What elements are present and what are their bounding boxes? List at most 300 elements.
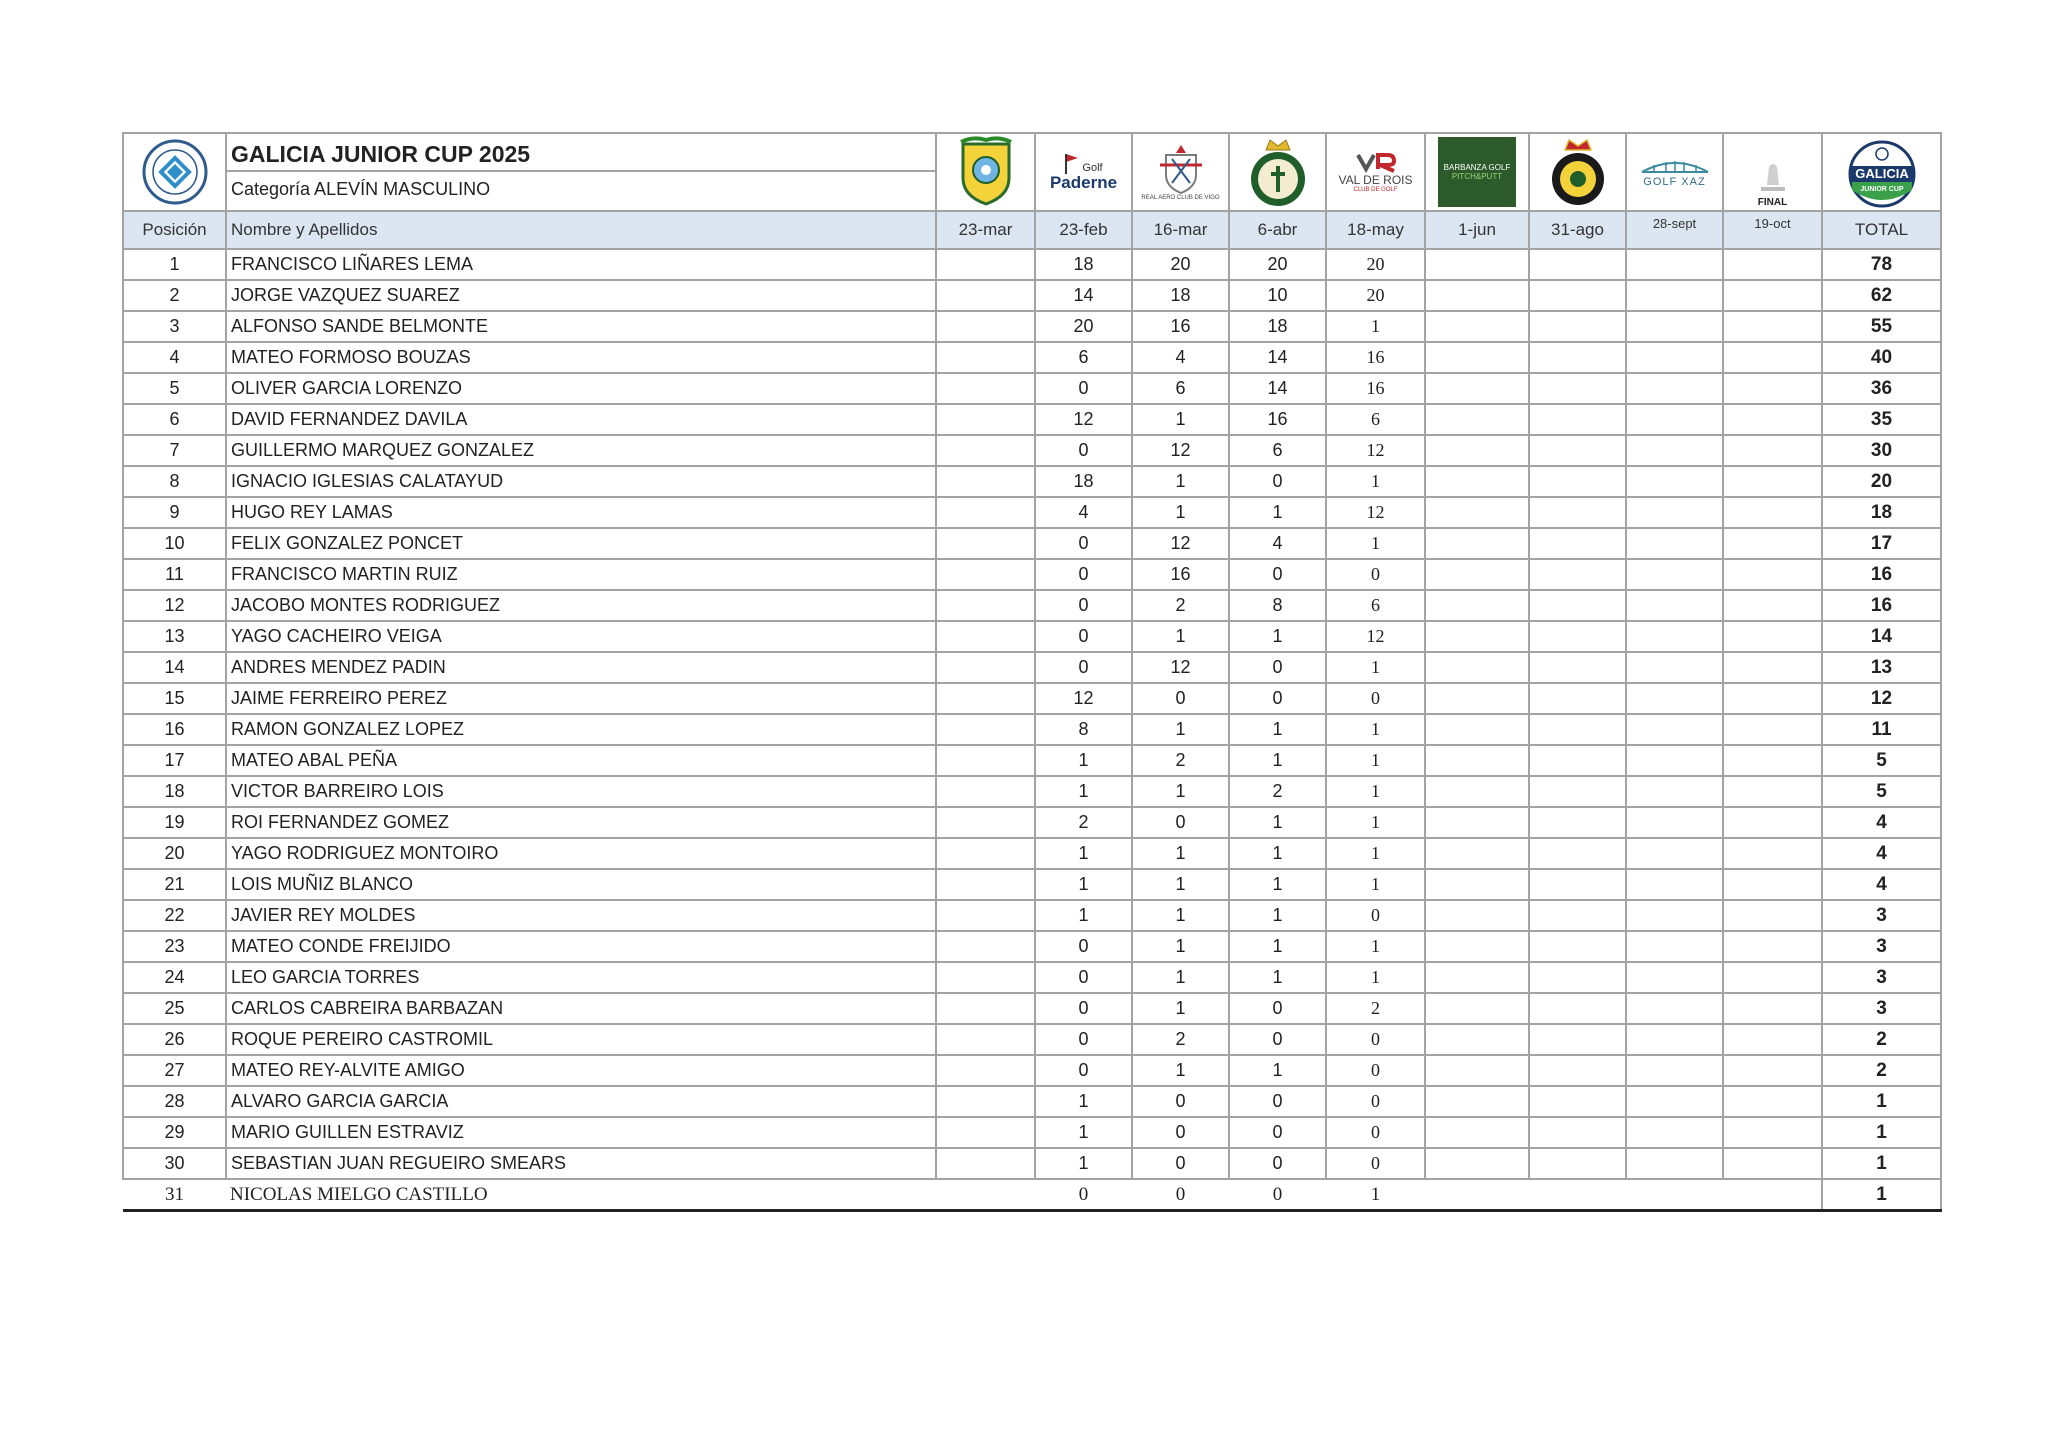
row-score	[936, 1055, 1035, 1086]
row-player-name: FRANCISCO LIÑARES LEMA	[226, 249, 936, 280]
table-row	[123, 373, 1941, 404]
row-position: 5	[123, 373, 226, 404]
row-score	[1723, 466, 1822, 497]
row-score: 16	[1326, 342, 1425, 373]
row-score: 12	[1326, 435, 1425, 466]
row-score: 1	[1326, 869, 1425, 900]
logo-paderne	[1035, 133, 1132, 211]
row-total: 1	[1822, 1148, 1941, 1179]
federation-logo-cell	[123, 133, 226, 211]
row-score	[1425, 1024, 1529, 1055]
row-score	[1425, 652, 1529, 683]
row-score: 0	[1035, 1055, 1132, 1086]
row-score	[936, 466, 1035, 497]
row-position: 4	[123, 342, 226, 373]
row-score	[936, 1179, 1035, 1211]
row-score: 18	[1132, 280, 1229, 311]
row-score	[1425, 435, 1529, 466]
col-header-date: 16-mar	[1132, 211, 1229, 249]
row-score: 1	[1035, 838, 1132, 869]
row-score: 0	[1229, 1148, 1326, 1179]
row-score: 1	[1326, 745, 1425, 776]
row-score	[1529, 528, 1626, 559]
row-position: 19	[123, 807, 226, 838]
row-position: 8	[123, 466, 226, 497]
row-score: 8	[1035, 714, 1132, 745]
row-score	[936, 807, 1035, 838]
row-total: 2	[1822, 1024, 1941, 1055]
row-total: 30	[1822, 435, 1941, 466]
row-score: 1	[1132, 962, 1229, 993]
row-player-name: JACOBO MONTES RODRIGUEZ	[226, 590, 936, 621]
row-position: 17	[123, 745, 226, 776]
royal-seal-icon	[1547, 136, 1609, 208]
row-score: 0	[1326, 1117, 1425, 1148]
row-score	[1723, 1148, 1822, 1179]
category-label: Categoría ALEVÍN MASCULINO	[231, 179, 491, 199]
row-score: 0	[1035, 652, 1132, 683]
row-score	[936, 559, 1035, 590]
row-total: 36	[1822, 373, 1941, 404]
row-score	[1529, 1117, 1626, 1148]
row-score: 1	[1229, 745, 1326, 776]
row-score: 1	[1035, 869, 1132, 900]
row-total: 3	[1822, 900, 1941, 931]
row-score	[1529, 931, 1626, 962]
col-header-date: 23-feb	[1035, 211, 1132, 249]
row-total: 2	[1822, 1055, 1941, 1086]
row-score	[1529, 466, 1626, 497]
row-score	[1529, 249, 1626, 280]
row-player-name: HUGO REY LAMAS	[226, 497, 936, 528]
row-score	[936, 373, 1035, 404]
row-player-name: LOIS MUÑIZ BLANCO	[226, 869, 936, 900]
row-player-name: MATEO CONDE FREIJIDO	[226, 931, 936, 962]
row-score	[1425, 466, 1529, 497]
row-score	[936, 311, 1035, 342]
aero-vigo-text: REAL AERO CLUB DE VIGO	[1141, 195, 1220, 201]
row-score	[1626, 404, 1723, 435]
row-score: 0	[1229, 1024, 1326, 1055]
row-score: 0	[1326, 1055, 1425, 1086]
row-score	[1529, 342, 1626, 373]
table-row	[123, 404, 1941, 435]
row-score: 20	[1326, 280, 1425, 311]
table-row	[123, 590, 1941, 621]
logo-club-4	[1229, 133, 1326, 211]
table-row	[123, 1086, 1941, 1117]
row-total: 16	[1822, 559, 1941, 590]
row-score	[1723, 776, 1822, 807]
row-score: 12	[1132, 528, 1229, 559]
row-score	[1626, 776, 1723, 807]
row-score: 12	[1326, 621, 1425, 652]
row-position: 24	[123, 962, 226, 993]
row-position: 31	[165, 1183, 184, 1205]
row-score: 1	[1326, 776, 1425, 807]
row-score	[1723, 745, 1822, 776]
row-total: 40	[1822, 342, 1941, 373]
row-score	[936, 404, 1035, 435]
logo-barbanza	[1425, 133, 1529, 211]
table-row	[123, 714, 1941, 745]
row-score	[1626, 1024, 1723, 1055]
logo-galicia-junior-cup	[1822, 133, 1941, 211]
row-score	[1723, 1024, 1822, 1055]
row-score: 0	[1326, 900, 1425, 931]
row-score: 1	[1035, 1086, 1132, 1117]
table-row	[123, 807, 1941, 838]
row-score	[1723, 683, 1822, 714]
row-score	[1529, 714, 1626, 745]
row-score: 1	[1035, 1117, 1132, 1148]
row-score	[1425, 621, 1529, 652]
col-header-total: TOTAL	[1822, 211, 1941, 249]
row-score	[1529, 435, 1626, 466]
row-score: 0	[1272, 1183, 1283, 1205]
row-score	[1425, 249, 1529, 280]
row-score	[1723, 931, 1822, 962]
row-score: 1	[1229, 962, 1326, 993]
row-player-name: MARIO GUILLEN ESTRAVIZ	[226, 1117, 936, 1148]
table-row	[123, 683, 1941, 714]
row-position: 16	[123, 714, 226, 745]
row-player-name: FRANCISCO MARTIN RUIZ	[226, 559, 936, 590]
row-score	[1529, 745, 1626, 776]
row-score: 1	[1326, 311, 1425, 342]
row-player-name: CARLOS CABREIRA BARBAZAN	[226, 993, 936, 1024]
row-score	[1626, 311, 1723, 342]
row-score: 1	[1035, 745, 1132, 776]
row-score	[936, 1024, 1035, 1055]
row-score: 1	[1132, 1055, 1229, 1086]
table-row	[123, 652, 1941, 683]
monument-icon	[1755, 161, 1791, 197]
barbanza-text: BARBANZA GOLF	[1443, 163, 1511, 172]
row-score	[1723, 869, 1822, 900]
row-score: 18	[1035, 466, 1132, 497]
row-score: 1	[1132, 404, 1229, 435]
row-player-name: MATEO FORMOSO BOUZAS	[226, 342, 936, 373]
row-score	[1723, 342, 1822, 373]
golf-xaz-text: GOLF XAZ	[1643, 176, 1706, 188]
row-score	[1626, 1148, 1723, 1179]
row-score	[1425, 590, 1529, 621]
row-score	[1723, 404, 1822, 435]
row-score	[1723, 590, 1822, 621]
row-total: 3	[1822, 993, 1941, 1024]
row-score: 0	[1035, 435, 1132, 466]
row-score: 0	[1229, 1086, 1326, 1117]
row-score	[936, 869, 1035, 900]
row-score	[1529, 683, 1626, 714]
row-score	[1723, 621, 1822, 652]
row-position: 11	[123, 559, 226, 590]
row-score: 2	[1132, 745, 1229, 776]
barbanza-sub: PITCH&PUTT	[1451, 172, 1503, 181]
barbanza-badge	[1438, 137, 1516, 207]
row-score	[1723, 249, 1822, 280]
row-score	[1529, 807, 1626, 838]
row-score: 1	[1132, 931, 1229, 962]
table-row	[123, 528, 1941, 559]
row-player-name: OLIVER GARCIA LORENZO	[226, 373, 936, 404]
row-score: 2	[1035, 807, 1132, 838]
row-score: 0	[1035, 528, 1132, 559]
row-score	[1425, 776, 1529, 807]
table-row	[123, 838, 1941, 869]
row-score: 1	[1229, 497, 1326, 528]
row-score	[1626, 652, 1723, 683]
row-score	[1425, 497, 1529, 528]
row-score	[1723, 373, 1822, 404]
aero-club-emblem-icon	[1158, 143, 1204, 195]
logo-club-7	[1529, 133, 1626, 211]
row-score	[1723, 714, 1822, 745]
row-score	[936, 652, 1035, 683]
row-score: 20	[1035, 311, 1132, 342]
row-score: 0	[1035, 962, 1132, 993]
row-score: 1	[1132, 497, 1229, 528]
row-score: 0	[1078, 1183, 1089, 1205]
col-header-date: 18-may	[1326, 211, 1425, 249]
row-score: 0	[1035, 621, 1132, 652]
row-score: 1	[1035, 776, 1132, 807]
row-score: 12	[1035, 404, 1132, 435]
row-position: 28	[123, 1086, 226, 1117]
row-score: 16	[1326, 373, 1425, 404]
row-score: 1	[1035, 900, 1132, 931]
row-score	[1626, 900, 1723, 931]
row-score	[1425, 900, 1529, 931]
row-score	[1626, 838, 1723, 869]
paderne-text: Paderne	[1049, 173, 1118, 192]
row-score	[1626, 559, 1723, 590]
row-score: 14	[1035, 280, 1132, 311]
row-score: 0	[1326, 683, 1425, 714]
row-player-name: ALVARO GARCIA GARCIA	[226, 1086, 936, 1117]
row-player-name: SEBASTIAN JUAN REGUEIRO SMEARS	[226, 1148, 936, 1179]
logo-club-1	[936, 133, 1035, 211]
row-score	[936, 528, 1035, 559]
table-row	[123, 1024, 1941, 1055]
table-row-last	[123, 1179, 1941, 1211]
row-score	[936, 776, 1035, 807]
row-player-name: VICTOR BARREIRO LOIS	[226, 776, 936, 807]
row-total: 1	[1822, 1179, 1941, 1211]
row-position: 22	[123, 900, 226, 931]
row-score: 0	[1175, 1183, 1186, 1205]
col-header-date: 28-sept	[1626, 211, 1723, 249]
row-total: 1	[1822, 1117, 1941, 1148]
row-score: 2	[1229, 776, 1326, 807]
table-row	[123, 311, 1941, 342]
table-row	[123, 993, 1941, 1024]
row-score	[1626, 714, 1723, 745]
logo-final	[1723, 133, 1822, 211]
row-score	[1529, 590, 1626, 621]
row-score: 1	[1326, 652, 1425, 683]
title-cell	[226, 133, 936, 211]
row-score	[1626, 342, 1723, 373]
row-score	[1529, 776, 1626, 807]
paderne-small-text: Golf	[1082, 162, 1103, 174]
row-score: 1	[1326, 466, 1425, 497]
row-score	[1723, 559, 1822, 590]
row-score	[1425, 528, 1529, 559]
row-score: 0	[1326, 1086, 1425, 1117]
row-position: 29	[123, 1117, 226, 1148]
row-score	[936, 1086, 1035, 1117]
row-position: 15	[123, 683, 226, 714]
row-score	[936, 590, 1035, 621]
row-score	[1723, 1055, 1822, 1086]
row-score	[1529, 838, 1626, 869]
row-total: 78	[1822, 249, 1941, 280]
row-score: 1	[1132, 621, 1229, 652]
row-score: 0	[1035, 559, 1132, 590]
row-score	[936, 838, 1035, 869]
row-score	[1626, 1086, 1723, 1117]
row-score: 1	[1370, 1183, 1381, 1205]
row-score	[1626, 528, 1723, 559]
row-score: 18	[1229, 311, 1326, 342]
row-score	[1529, 1024, 1626, 1055]
row-total: 13	[1822, 652, 1941, 683]
row-score	[1626, 807, 1723, 838]
col-header-name: Nombre y Apellidos	[226, 211, 936, 249]
row-score: 16	[1132, 559, 1229, 590]
row-total: 17	[1822, 528, 1941, 559]
row-score: 1	[1132, 838, 1229, 869]
row-score: 6	[1326, 590, 1425, 621]
row-score	[1626, 280, 1723, 311]
row-position: 7	[123, 435, 226, 466]
row-player-name: YAGO RODRIGUEZ MONTOIRO	[226, 838, 936, 869]
row-score: 20	[1229, 249, 1326, 280]
logo-golf-xaz	[1626, 133, 1723, 211]
row-score	[1425, 404, 1529, 435]
row-score	[936, 745, 1035, 776]
row-score	[1425, 683, 1529, 714]
row-score: 0	[1035, 590, 1132, 621]
row-score	[1723, 838, 1822, 869]
row-score	[1626, 1117, 1723, 1148]
table-row	[123, 280, 1941, 311]
row-score: 1	[1132, 869, 1229, 900]
row-score: 12	[1035, 683, 1132, 714]
row-score: 1	[1326, 807, 1425, 838]
col-header-date: 6-abr	[1229, 211, 1326, 249]
row-score	[1626, 373, 1723, 404]
row-position: 26	[123, 1024, 226, 1055]
row-score: 0	[1326, 559, 1425, 590]
row-score	[1723, 1086, 1822, 1117]
table-row	[123, 559, 1941, 590]
row-score: 1	[1132, 900, 1229, 931]
row-score	[1723, 528, 1822, 559]
row-player-name: ANDRES MENDEZ PADIN	[226, 652, 936, 683]
row-score: 20	[1132, 249, 1229, 280]
row-player-name: MATEO REY-ALVITE AMIGO	[226, 1055, 936, 1086]
row-score: 16	[1229, 404, 1326, 435]
row-player-name: JAIME FERREIRO PEREZ	[226, 683, 936, 714]
bridge-icon	[1640, 156, 1710, 176]
row-position: 10	[123, 528, 226, 559]
row-position: 21	[123, 869, 226, 900]
row-score: 0	[1229, 1117, 1326, 1148]
row-total: 12	[1822, 683, 1941, 714]
row-score	[936, 962, 1035, 993]
row-score: 12	[1132, 435, 1229, 466]
row-score	[936, 249, 1035, 280]
row-player-name: GUILLERMO MARQUEZ GONZALEZ	[226, 435, 936, 466]
row-total: 18	[1822, 497, 1941, 528]
row-total: 62	[1822, 280, 1941, 311]
row-score: 1	[1229, 900, 1326, 931]
row-total: 4	[1822, 869, 1941, 900]
row-score: 0	[1132, 807, 1229, 838]
crown-seal-icon	[1246, 136, 1310, 208]
row-player-name: YAGO CACHEIRO VEIGA	[226, 621, 936, 652]
row-score: 1	[1132, 714, 1229, 745]
row-score	[1425, 962, 1529, 993]
column-header-row	[123, 211, 1941, 249]
row-score: 0	[1229, 466, 1326, 497]
table-row	[123, 931, 1941, 962]
row-score	[1529, 621, 1626, 652]
row-score: 1	[1229, 621, 1326, 652]
row-position: 6	[123, 404, 226, 435]
row-score	[1425, 1117, 1529, 1148]
ranking-sheet	[122, 132, 1940, 1212]
row-total: 16	[1822, 590, 1941, 621]
row-score	[1626, 1179, 1723, 1211]
row-score	[1626, 435, 1723, 466]
row-score	[1626, 1055, 1723, 1086]
row-position: 27	[123, 1055, 226, 1086]
row-score: 1	[1132, 466, 1229, 497]
row-score	[1425, 1179, 1529, 1211]
row-position: 1	[123, 249, 226, 280]
row-score	[1425, 869, 1529, 900]
row-score: 18	[1035, 249, 1132, 280]
row-score: 6	[1326, 404, 1425, 435]
row-position: 25	[123, 993, 226, 1024]
row-score	[1626, 497, 1723, 528]
row-score: 2	[1326, 993, 1425, 1024]
row-score	[1425, 311, 1529, 342]
row-score	[1626, 962, 1723, 993]
galicia-cup-sub: JUNIOR CUP	[1859, 186, 1904, 193]
row-score	[1626, 249, 1723, 280]
table-row	[123, 1148, 1941, 1179]
col-header-date: 19-oct	[1723, 211, 1822, 249]
row-score	[1529, 962, 1626, 993]
row-score	[1626, 590, 1723, 621]
page-title: GALICIA JUNIOR CUP 2025	[227, 134, 935, 172]
row-score	[936, 435, 1035, 466]
table-row	[123, 249, 1941, 280]
table-row	[123, 466, 1941, 497]
row-score: 10	[1229, 280, 1326, 311]
row-score	[1626, 931, 1723, 962]
row-position: 23	[123, 931, 226, 962]
col-header-date: 23-mar	[936, 211, 1035, 249]
row-total: 1	[1822, 1086, 1941, 1117]
row-score: 1	[1326, 714, 1425, 745]
final-label: FINAL	[1757, 197, 1788, 208]
